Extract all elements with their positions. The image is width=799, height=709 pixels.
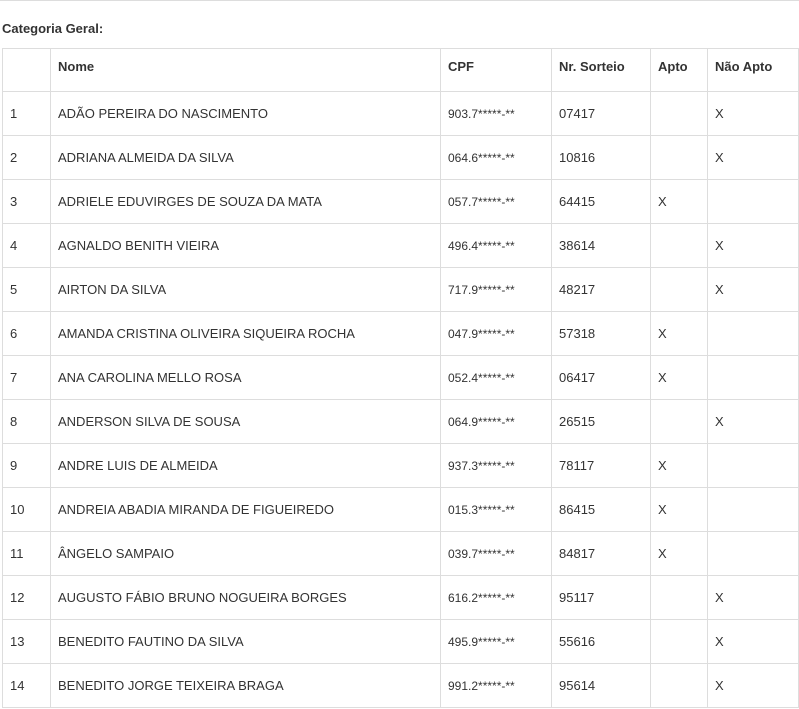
cell-apto [651, 620, 708, 664]
cell-apto [651, 400, 708, 444]
table-row [3, 400, 799, 444]
cell-nome: ADÃO PEREIRA DO NASCIMENTO [51, 92, 441, 136]
header-index [3, 49, 51, 92]
cell-nao-apto: X [708, 620, 799, 664]
cell-nr-sorteio: 78117 [552, 444, 651, 488]
cell-nr-sorteio: 06417 [552, 356, 651, 400]
table-row [3, 532, 799, 576]
table-body [3, 92, 799, 708]
cell-apto: X [651, 180, 708, 224]
section-title: Categoria Geral: [2, 21, 104, 36]
cell-cpf: 064.6*****-** [441, 136, 552, 180]
table-header [3, 49, 799, 92]
cell-nome: AIRTON DA SILVA [51, 268, 441, 312]
cell-nome: BENEDITO JORGE TEIXEIRA BRAGA [51, 664, 441, 708]
cell-index: 10 [3, 488, 51, 532]
cell-apto [651, 136, 708, 180]
table-row [3, 576, 799, 620]
table-row [3, 224, 799, 268]
cell-cpf: 616.2*****-** [441, 576, 552, 620]
cell-cpf: 039.7*****-** [441, 532, 552, 576]
cell-apto: X [651, 444, 708, 488]
cell-nr-sorteio: 95614 [552, 664, 651, 708]
table-row [3, 488, 799, 532]
cell-nao-apto: X [708, 136, 799, 180]
header-apto: Apto [651, 49, 708, 92]
cell-index: 4 [3, 224, 51, 268]
cell-apto: X [651, 488, 708, 532]
cell-nr-sorteio: 38614 [552, 224, 651, 268]
cell-nome: ANDERSON SILVA DE SOUSA [51, 400, 441, 444]
header-nr-sorteio: Nr. Sorteio [552, 49, 651, 92]
table-row [3, 136, 799, 180]
cell-cpf: 057.7*****-** [441, 180, 552, 224]
cell-nr-sorteio: 55616 [552, 620, 651, 664]
cell-cpf: 496.4*****-** [441, 224, 552, 268]
cell-cpf: 064.9*****-** [441, 400, 552, 444]
cell-nr-sorteio: 07417 [552, 92, 651, 136]
cell-apto: X [651, 532, 708, 576]
cell-index: 12 [3, 576, 51, 620]
cell-nr-sorteio: 26515 [552, 400, 651, 444]
cell-nr-sorteio: 48217 [552, 268, 651, 312]
cell-nome: ADRIELE EDUVIRGES DE SOUZA DA MATA [51, 180, 441, 224]
cell-nao-apto [708, 444, 799, 488]
cell-nao-apto: X [708, 224, 799, 268]
cell-nome: ÂNGELO SAMPAIO [51, 532, 441, 576]
cell-nao-apto: X [708, 92, 799, 136]
cell-apto [651, 268, 708, 312]
cell-nome: BENEDITO FAUTINO DA SILVA [51, 620, 441, 664]
cell-index: 11 [3, 532, 51, 576]
cell-nao-apto: X [708, 268, 799, 312]
header-nao-apto: Não Apto [708, 49, 799, 92]
cell-nome: AMANDA CRISTINA OLIVEIRA SIQUEIRA ROCHA [51, 312, 441, 356]
cell-index: 9 [3, 444, 51, 488]
cell-nome: ADRIANA ALMEIDA DA SILVA [51, 136, 441, 180]
cell-index: 3 [3, 180, 51, 224]
table-row [3, 92, 799, 136]
header-cpf: CPF [441, 49, 552, 92]
cell-nr-sorteio: 10816 [552, 136, 651, 180]
cell-nr-sorteio: 57318 [552, 312, 651, 356]
cell-nr-sorteio: 64415 [552, 180, 651, 224]
cell-apto [651, 664, 708, 708]
header-row [3, 49, 799, 92]
cell-nome: ANDRE LUIS DE ALMEIDA [51, 444, 441, 488]
cell-cpf: 495.9*****-** [441, 620, 552, 664]
cell-nr-sorteio: 86415 [552, 488, 651, 532]
cell-apto [651, 224, 708, 268]
cell-index: 5 [3, 268, 51, 312]
cell-apto [651, 92, 708, 136]
cell-nr-sorteio: 95117 [552, 576, 651, 620]
cell-cpf: 717.9*****-** [441, 268, 552, 312]
cell-index: 14 [3, 664, 51, 708]
cell-index: 13 [3, 620, 51, 664]
cell-cpf: 052.4*****-** [441, 356, 552, 400]
cell-nao-apto: X [708, 576, 799, 620]
cell-nao-apto [708, 180, 799, 224]
cell-nr-sorteio: 84817 [552, 532, 651, 576]
cell-index: 8 [3, 400, 51, 444]
cell-nao-apto: X [708, 664, 799, 708]
table-row [3, 268, 799, 312]
cell-index: 1 [3, 92, 51, 136]
cell-cpf: 991.2*****-** [441, 664, 552, 708]
cell-nao-apto [708, 356, 799, 400]
cell-nome: ANA CAROLINA MELLO ROSA [51, 356, 441, 400]
cell-nao-apto: X [708, 400, 799, 444]
cell-apto: X [651, 312, 708, 356]
cell-index: 6 [3, 312, 51, 356]
cell-nome: AUGUSTO FÁBIO BRUNO NOGUEIRA BORGES [51, 576, 441, 620]
cell-cpf: 937.3*****-** [441, 444, 552, 488]
cell-nao-apto [708, 488, 799, 532]
cell-apto: X [651, 356, 708, 400]
table-row [3, 664, 799, 708]
results-table [2, 48, 799, 708]
cell-index: 2 [3, 136, 51, 180]
table-row [3, 620, 799, 664]
table-row [3, 180, 799, 224]
table-row [3, 356, 799, 400]
cell-nao-apto [708, 532, 799, 576]
header-nome: Nome [51, 49, 441, 92]
table-row [3, 312, 799, 356]
cell-cpf: 903.7*****-** [441, 92, 552, 136]
cell-cpf: 015.3*****-** [441, 488, 552, 532]
top-divider [0, 0, 799, 1]
cell-apto [651, 576, 708, 620]
cell-nome: AGNALDO BENITH VIEIRA [51, 224, 441, 268]
cell-index: 7 [3, 356, 51, 400]
cell-nome: ANDREIA ABADIA MIRANDA DE FIGUEIREDO [51, 488, 441, 532]
cell-nao-apto [708, 312, 799, 356]
cell-cpf: 047.9*****-** [441, 312, 552, 356]
table-row [3, 444, 799, 488]
